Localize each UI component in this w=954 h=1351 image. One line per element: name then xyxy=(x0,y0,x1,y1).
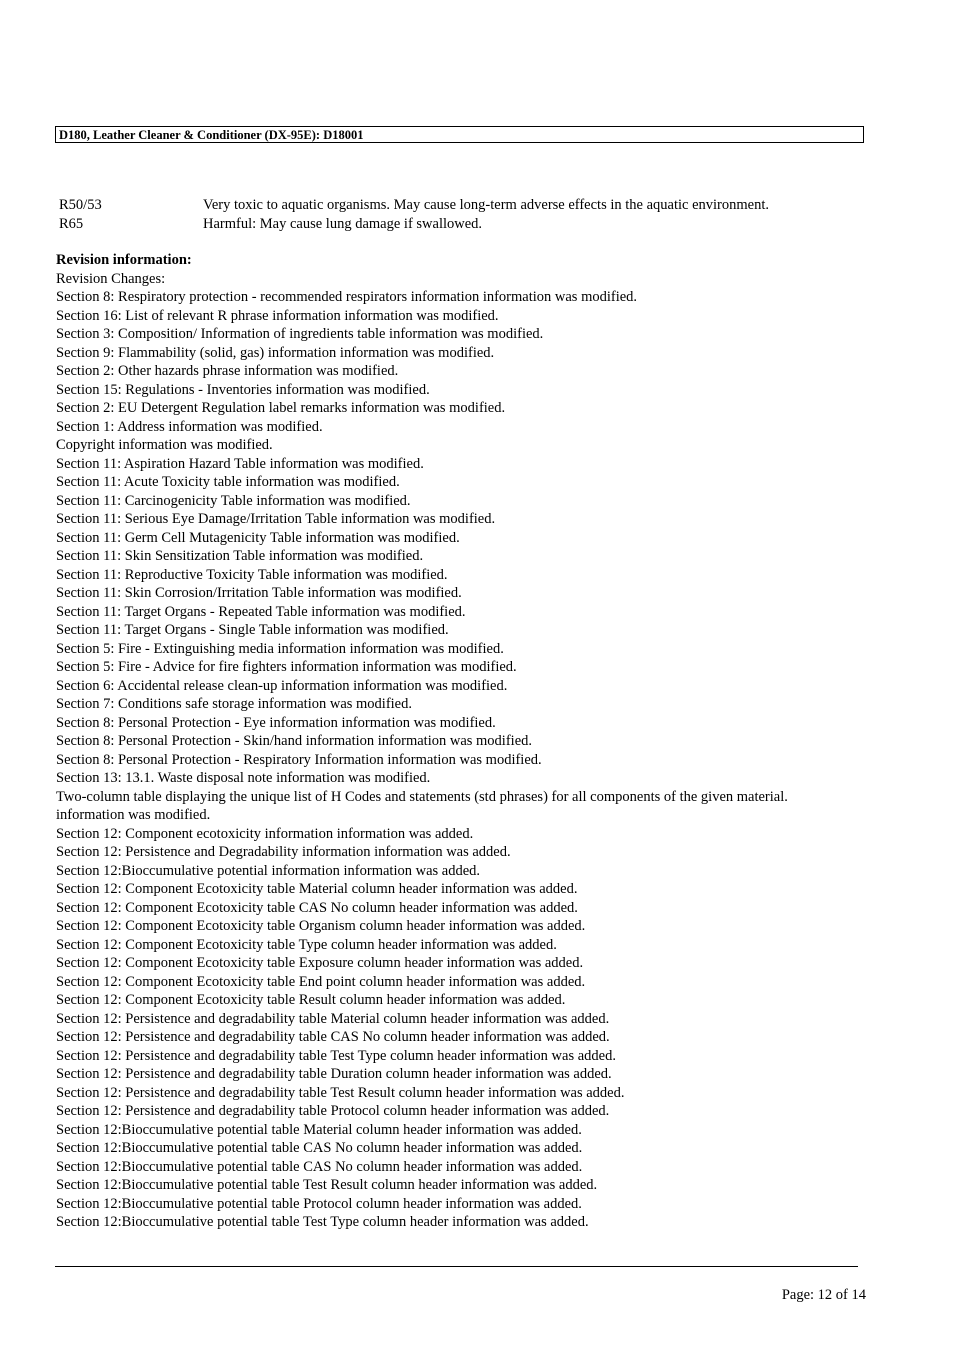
revision-change-line: Section 12:Bioccumulative potential table CAS No column header information was added. xyxy=(56,1158,583,1175)
revision-change-line: Section 11: Reproductive Toxicity Table information was modified. xyxy=(56,566,448,583)
revision-change-line: Two-column table displaying the unique list of H Codes and statements (std phrases) for all components of the given material. information was modified. xyxy=(56,788,788,823)
revision-change-line: Section 12:Bioccumulative potential information information was added. xyxy=(56,862,481,879)
revision-change-line: Section 11: Germ Cell Mutagenicity Table information was modified. xyxy=(56,529,460,546)
revision-change-line: Section 12: Persistence and degradability table Duration column header information was added. xyxy=(56,1066,612,1082)
r-phrase-text: Harmful: May cause lung damage if swallowed. xyxy=(203,215,483,232)
revision-change-line: Section 9: Flammability (solid, gas) information information was modified. xyxy=(56,344,495,361)
revision-change-line: Revision Changes: xyxy=(56,270,166,287)
revision-change-line: Section 12:Bioccumulative potential table Test Type column header information was added. xyxy=(56,1214,589,1230)
revision-change-line: Section 12: Component ecotoxicity information information was added. xyxy=(56,825,474,842)
revision-change-line: Section 11: Skin Sensitization Table information was modified. xyxy=(56,548,424,564)
revision-change-line: Section 5: Fire - Advice for fire fighters information information was modified. xyxy=(56,659,517,675)
revision-change-line: Section 12: Component Ecotoxicity table Material column header information was added. xyxy=(56,881,578,897)
revision-change-line: Section 12: Component Ecotoxicity table Result column header information was added. xyxy=(56,992,566,1008)
r-phrase-row xyxy=(59,215,859,234)
r-phrase-row xyxy=(59,196,859,215)
revision-information xyxy=(56,251,826,1232)
revision-change-line: Section 11: Target Organs - Repeated Table information was modified. xyxy=(56,603,466,620)
revision-change-line: Section 12:Bioccumulative potential table Protocol column header information was added. xyxy=(56,1195,582,1212)
revision-change-line: Section 6: Accidental release clean-up information information was modified. xyxy=(56,677,508,694)
document-header xyxy=(55,126,864,143)
page-number: Page: 12 of 14 xyxy=(781,1287,866,1303)
revision-change-line: Section 2: Other hazards phrase information was modified. xyxy=(56,363,399,379)
revision-change-line: Section 8: Personal Protection - Skin/hand information information was modified. xyxy=(56,733,533,749)
revision-change-line: Section 12: Component Ecotoxicity table Type column header information was added. xyxy=(56,936,557,953)
revision-change-line: Section 11: Target Organs - Single Table information was modified. xyxy=(56,622,449,638)
revision-change-line: Section 7: Conditions safe storage information was modified. xyxy=(56,696,412,712)
revision-change-line: Section 12: Persistence and Degradability information information was added. xyxy=(56,844,511,860)
revision-change-line: Section 12: Persistence and degradability table Protocol column header information was added. xyxy=(56,1103,610,1119)
revision-change-line: Section 1: Address information was modified. xyxy=(56,418,323,435)
revision-change-line: Section 12: Component Ecotoxicity table CAS No column header information was added. xyxy=(56,899,578,916)
revision-change-line: Section 3: Composition/ Information of ingredients table information was modified. xyxy=(56,326,544,342)
r-phrase-text: Very toxic to aquatic organisms. May cause long-term adverse effects in the aquatic environment. xyxy=(203,197,769,213)
revision-change-line: Section 12:Bioccumulative potential table Material column header information was added. xyxy=(56,1121,582,1138)
revision-change-line: Section 12: Component Ecotoxicity table End point column header information was added. xyxy=(56,973,586,990)
revision-change-line: Section 15: Regulations - Inventories information was modified. xyxy=(56,381,430,398)
revision-change-line: Section 12: Component Ecotoxicity table Exposure column header information was added. xyxy=(56,955,584,971)
product-title: D180, Leather Cleaner & Conditioner (DX-95E): D18001 xyxy=(59,128,364,142)
revision-change-line: Section 12: Persistence and degradability table Test Result column header information was added. xyxy=(56,1084,625,1101)
r-phrases-list xyxy=(59,196,859,233)
revision-change-line: Section 12: Persistence and degradability table Test Type column header information was added. xyxy=(56,1047,616,1064)
revision-change-line: Section 11: Aspiration Hazard Table information was modified. xyxy=(56,455,424,472)
revision-change-line: Section 12:Bioccumulative potential table Test Result column header information was added. xyxy=(56,1177,598,1193)
revision-change-line: Section 12:Bioccumulative potential table CAS No column header information was added. xyxy=(56,1140,583,1156)
revision-change-line: Section 2: EU Detergent Regulation label remarks information was modified. xyxy=(56,400,506,416)
revision-changes-list xyxy=(56,270,826,1232)
revision-change-line: Section 11: Skin Corrosion/Irritation Table information was modified. xyxy=(56,585,462,601)
revision-change-line: Section 12: Persistence and degradability table Material column header information was added. xyxy=(56,1010,610,1027)
r-phrase-code: R50/53 xyxy=(59,197,102,213)
revision-change-line: Section 12: Component Ecotoxicity table Organism column header information was added. xyxy=(56,918,586,934)
revision-change-line: Section 8: Personal Protection - Respiratory Information information was modified. xyxy=(56,751,542,768)
revision-change-line: Section 12: Persistence and degradability table CAS No column header information was added. xyxy=(56,1029,610,1045)
revision-title: Revision information: xyxy=(56,252,192,268)
revision-change-line: Section 16: List of relevant R phrase information information was modified. xyxy=(56,307,499,324)
revision-change-line: Section 8: Respiratory protection - recommended respirators information information was modified. xyxy=(56,289,638,305)
revision-change-line: Section 11: Acute Toxicity table information was modified. xyxy=(56,474,400,490)
revision-change-line: Copyright information was modified. xyxy=(56,437,273,453)
revision-change-line: Section 11: Serious Eye Damage/Irritation Table information was modified. xyxy=(56,511,496,527)
revision-change-line: Section 8: Personal Protection - Eye information information was modified. xyxy=(56,714,496,731)
revision-change-line: Section 11: Carcinogenicity Table information was modified. xyxy=(56,492,411,509)
r-phrase-code: R65 xyxy=(59,215,84,232)
revision-change-line: Section 13: 13.1. Waste disposal note information was modified. xyxy=(56,770,431,786)
revision-change-line: Section 5: Fire - Extinguishing media information information was modified. xyxy=(56,640,504,657)
footer-divider xyxy=(55,1266,858,1267)
